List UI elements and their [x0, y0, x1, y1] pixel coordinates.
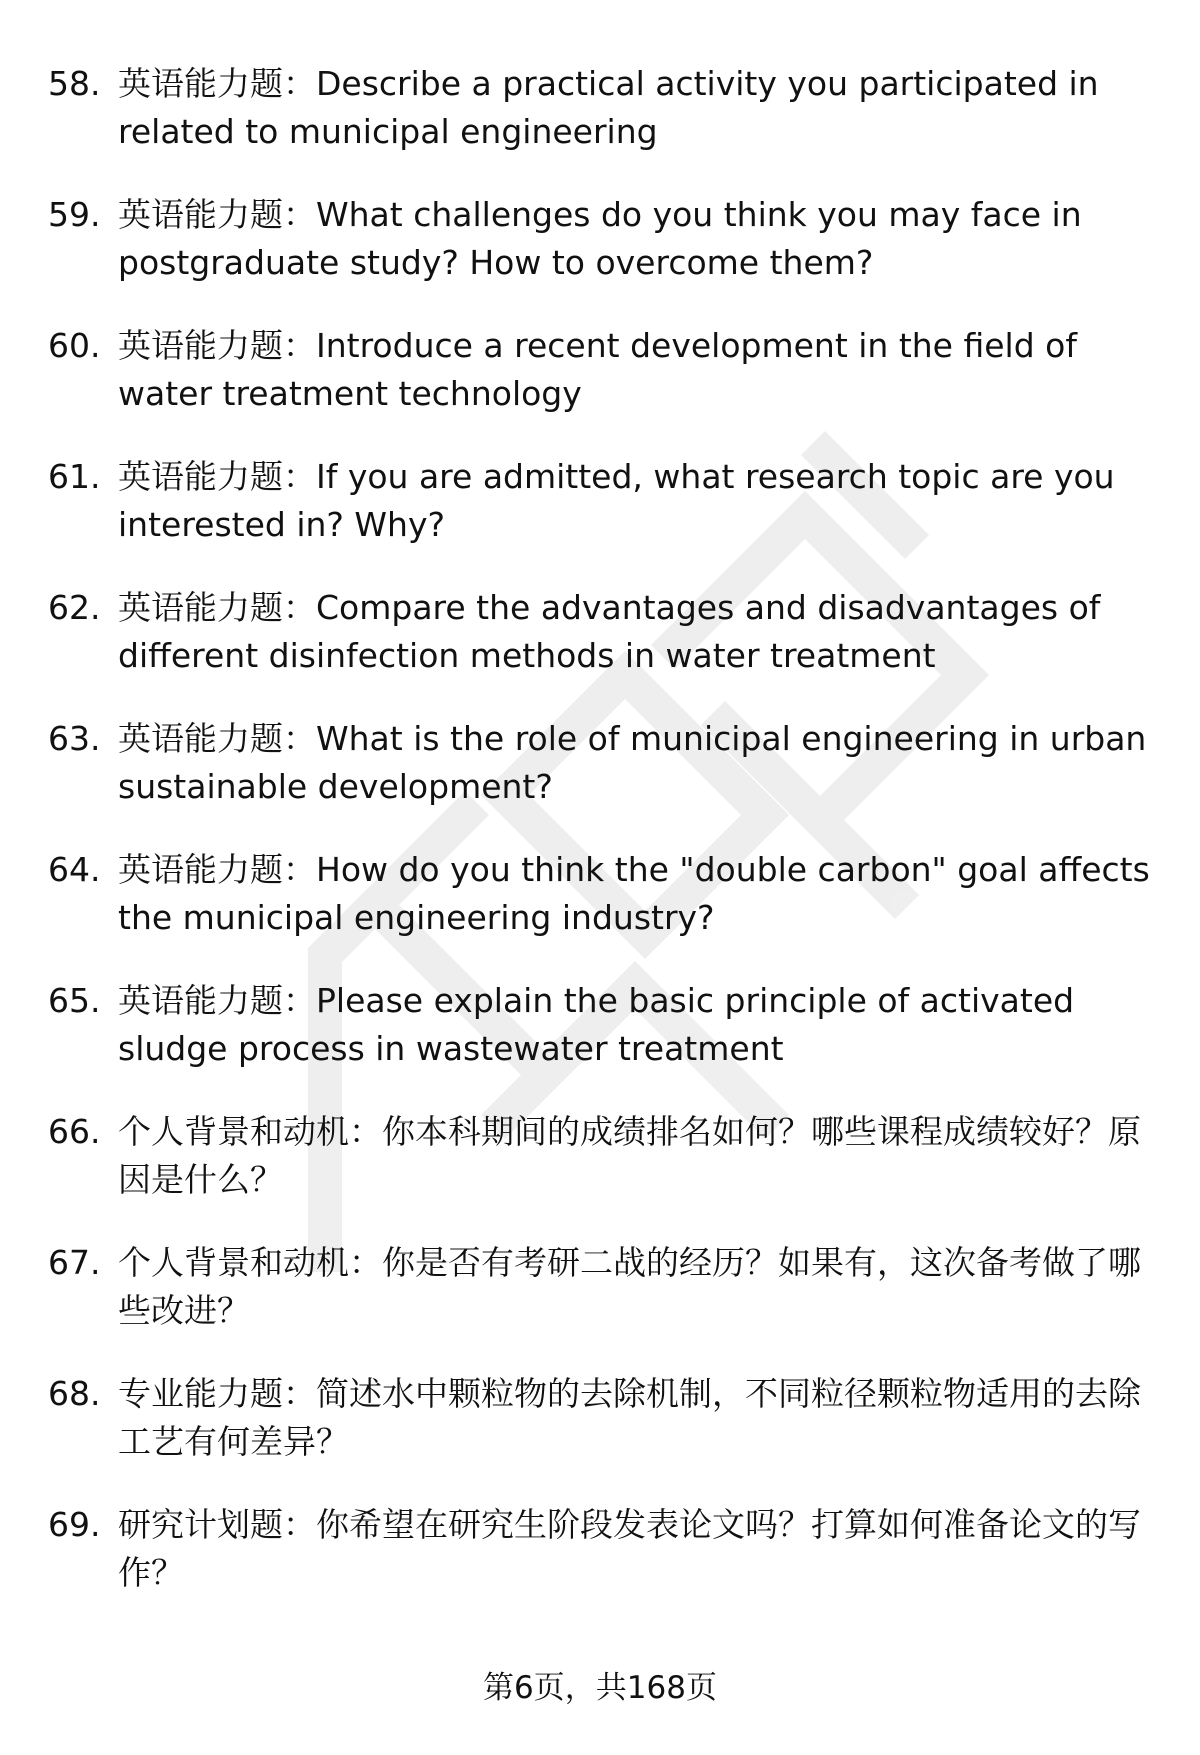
question-category: 个人背景和动机 [118, 1243, 349, 1282]
question-item [48, 60, 1158, 156]
question-text: Introduce a recent development in the field of water treatment technology [118, 326, 1077, 413]
question-body [118, 1370, 1158, 1466]
category-separator: ： [283, 588, 316, 627]
question-category: 专业能力题 [118, 1374, 283, 1413]
question-text: 你是否有考研二战的经历？如果有，这次备考做了哪些改进？ [118, 1243, 1141, 1330]
question-text: 简述水中颗粒物的去除机制，不同粒径颗粒物适用的去除工艺有何差异？ [118, 1374, 1141, 1461]
question-category: 英语能力题 [118, 588, 283, 627]
question-text: How do you think the "double carbon" goal affects the municipal engineering industry? [118, 850, 1150, 937]
question-category: 英语能力题 [118, 326, 283, 365]
question-category: 英语能力题 [118, 64, 283, 103]
question-body [118, 584, 1158, 680]
category-separator: ： [283, 1374, 316, 1413]
question-text: 你本科期间的成绩排名如何？哪些课程成绩较好？原因是什么？ [118, 1112, 1141, 1199]
question-item [48, 1108, 1158, 1204]
category-separator: ： [349, 1243, 382, 1282]
question-body [118, 715, 1158, 811]
question-body [118, 453, 1158, 549]
question-body [118, 1501, 1158, 1597]
question-item [48, 977, 1158, 1073]
question-list [48, 60, 1158, 1632]
question-item [48, 453, 1158, 549]
category-separator: ： [283, 850, 316, 889]
question-body [118, 1239, 1158, 1335]
question-number: 66. [48, 1112, 101, 1151]
question-category: 英语能力题 [118, 719, 283, 758]
question-item [48, 584, 1158, 680]
question-body [118, 846, 1158, 942]
question-category: 英语能力题 [118, 850, 283, 889]
question-text: What challenges do you think you may face in postgraduate study? How to overcome them? [118, 195, 1082, 282]
question-number: 68. [48, 1374, 101, 1413]
category-separator: ： [283, 981, 316, 1020]
question-category: 英语能力题 [118, 195, 283, 234]
question-text: Compare the advantages and disadvantages of different disinfection methods in water treatment [118, 588, 1101, 675]
category-separator: ： [283, 1505, 316, 1544]
question-number: 58. [48, 64, 101, 103]
question-text: What is the role of municipal engineering in urban sustainable development? [118, 719, 1147, 806]
question-number: 62. [48, 588, 101, 627]
question-text: Please explain the basic principle of activated sludge process in wastewater treatment [118, 981, 1075, 1068]
question-number: 64. [48, 850, 101, 889]
page-footer: 第6页，共168页 [483, 1670, 717, 1706]
question-item [48, 715, 1158, 811]
question-item [48, 322, 1158, 418]
category-separator: ： [283, 326, 316, 365]
question-number: 65. [48, 981, 101, 1020]
question-category: 英语能力题 [118, 981, 283, 1020]
question-text: If you are admitted, what research topic are you interested in? Why? [118, 457, 1115, 544]
question-number: 67. [48, 1243, 101, 1282]
question-item [48, 1370, 1158, 1466]
question-body [118, 191, 1158, 287]
category-separator: ： [349, 1112, 382, 1151]
category-separator: ： [283, 195, 316, 234]
question-body [118, 1108, 1158, 1204]
question-category: 个人背景和动机 [118, 1112, 349, 1151]
question-body [118, 60, 1158, 156]
question-item [48, 1239, 1158, 1335]
question-text: 你希望在研究生阶段发表论文吗？打算如何准备论文的写作？ [118, 1505, 1141, 1592]
question-text: Describe a practical activity you participated in related to municipal engineering [118, 64, 1099, 151]
question-category: 英语能力题 [118, 457, 283, 496]
question-item [48, 1501, 1158, 1597]
question-body [118, 977, 1158, 1073]
question-item [48, 191, 1158, 287]
category-separator: ： [283, 457, 316, 496]
question-item [48, 846, 1158, 942]
question-number: 69. [48, 1505, 101, 1544]
question-number: 59. [48, 195, 101, 234]
question-number: 61. [48, 457, 101, 496]
question-number: 60. [48, 326, 101, 365]
question-body [118, 322, 1158, 418]
question-category: 研究计划题 [118, 1505, 283, 1544]
category-separator: ： [283, 719, 316, 758]
question-number: 63. [48, 719, 101, 758]
category-separator: ： [283, 64, 316, 103]
